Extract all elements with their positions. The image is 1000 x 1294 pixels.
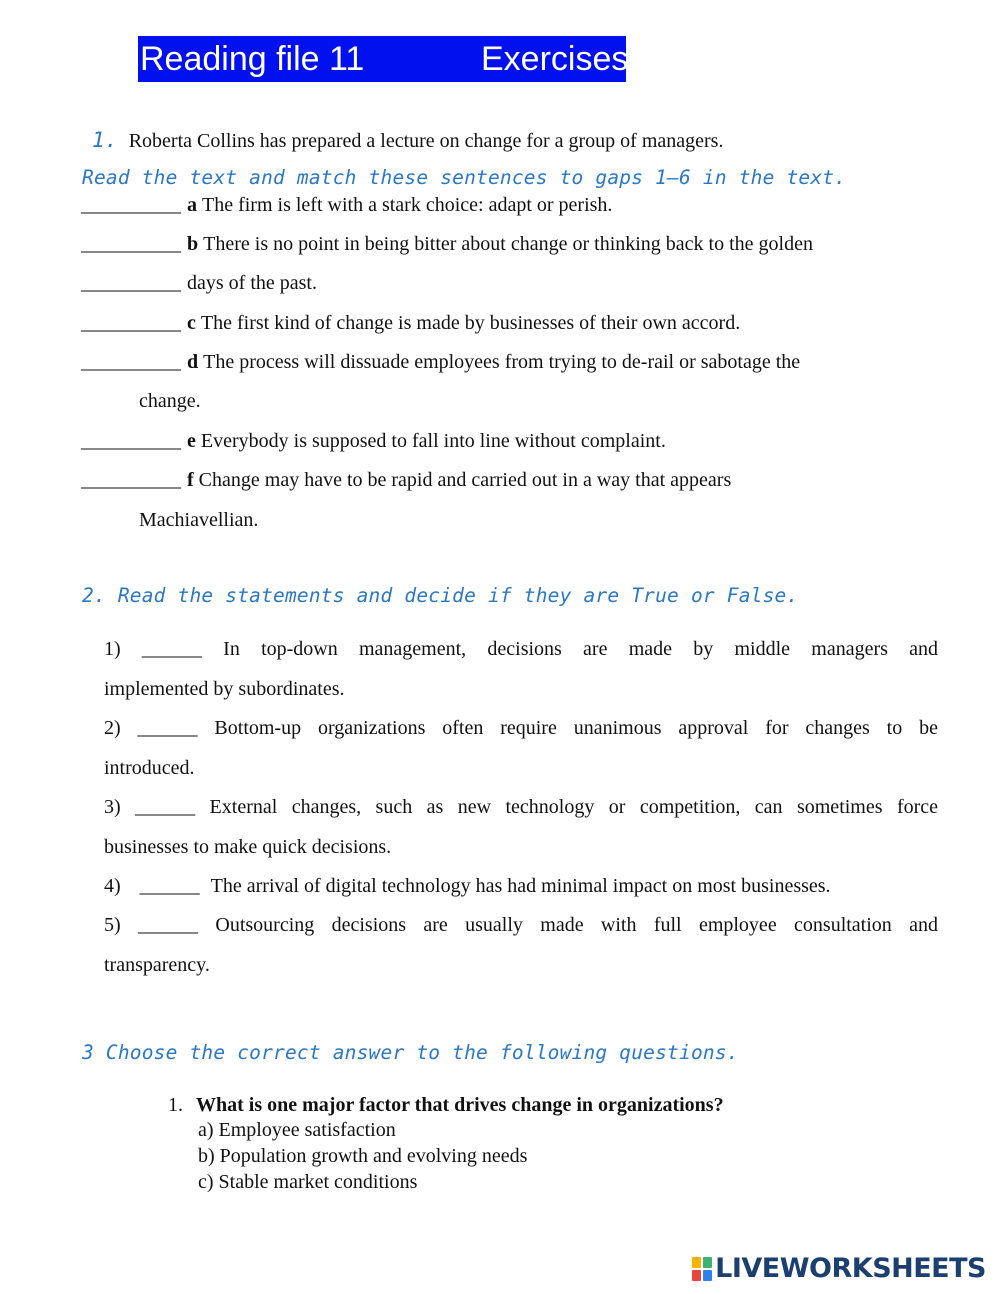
item-letter: a bbox=[187, 194, 197, 216]
item-text: Everybody is supposed to fall into line without complaint. bbox=[200, 430, 666, 452]
item-text: The first kind of change is made by businesses of their own accord. bbox=[200, 312, 741, 334]
statement-text: External changes, such as new technology or competition, can sometimes force bbox=[209, 796, 939, 818]
match-item-a bbox=[81, 193, 612, 217]
section1-intro: Roberta Collins has prepared a lecture on change for a group of managers. bbox=[128, 130, 724, 152]
statement-text: Outsourcing decisions are usually made with full employee consultation and bbox=[215, 914, 939, 936]
section1-number: 1. bbox=[92, 128, 118, 152]
answer-blank[interactable]: __________ bbox=[81, 233, 181, 255]
liveworksheets-logo bbox=[692, 1254, 986, 1284]
match-item-d-continuation: change. bbox=[139, 390, 201, 412]
section1-instruction: Read the text and match these sentences to gaps 1–6 in the text. bbox=[82, 166, 847, 189]
question-text: What is one major factor that drives change in organizations? bbox=[196, 1094, 724, 1116]
statement-3-continuation: businesses to make quick decisions. bbox=[104, 836, 392, 858]
answer-blank[interactable]: ______ bbox=[137, 717, 198, 739]
statement-1 bbox=[104, 637, 938, 661]
item-text: Change may have to be rapid and carried out in a way that appears bbox=[198, 469, 732, 491]
statement-4 bbox=[104, 874, 938, 898]
item-letter: d bbox=[187, 351, 199, 373]
statement-number: 4) bbox=[104, 875, 121, 897]
match-item-e bbox=[81, 429, 666, 453]
answer-blank[interactable]: __________ bbox=[81, 351, 181, 373]
logo-square-2 bbox=[703, 1257, 712, 1268]
item-letter: c bbox=[187, 312, 196, 334]
statement-text: The arrival of digital technology has had minimal impact on most businesses. bbox=[210, 875, 831, 897]
item-text-continued: days of the past. bbox=[187, 272, 317, 294]
answer-blank[interactable]: ______ bbox=[135, 796, 196, 818]
item-letter: f bbox=[187, 469, 194, 491]
title-left: Reading file 11 bbox=[140, 40, 365, 78]
item-text: The firm is left with a stark choice: adapt or perish. bbox=[202, 194, 613, 216]
answer-blank[interactable]: __________ bbox=[81, 272, 181, 294]
match-item-c bbox=[81, 311, 740, 335]
answer-blank[interactable]: __________ bbox=[81, 312, 181, 334]
item-letter: e bbox=[187, 430, 196, 452]
answer-blank[interactable]: ______ bbox=[141, 638, 202, 660]
statement-number: 1) bbox=[104, 638, 121, 660]
answer-blank[interactable]: __________ bbox=[81, 430, 181, 452]
statement-3 bbox=[104, 795, 938, 819]
answer-blank[interactable]: __________ bbox=[81, 469, 181, 491]
statement-2-continuation: introduced. bbox=[104, 757, 195, 779]
match-item-b bbox=[81, 232, 813, 256]
section2-instruction: 2. Read the statements and decide if they are True or False. bbox=[82, 584, 799, 607]
statement-2 bbox=[104, 716, 938, 740]
answer-blank[interactable]: ______ bbox=[138, 914, 199, 936]
item-text: The process will dissuade employees from trying to de-rail or sabotage the bbox=[203, 351, 801, 373]
answer-blank[interactable]: ______ bbox=[139, 875, 200, 897]
answer-option-b[interactable]: b) Population growth and evolving needs bbox=[198, 1145, 528, 1167]
logo-icon bbox=[692, 1257, 712, 1281]
statement-1-continuation: implemented by subordinates. bbox=[104, 678, 345, 700]
statement-text: In top-down management, decisions are made by middle managers and bbox=[223, 638, 939, 660]
logo-square-3 bbox=[692, 1270, 701, 1281]
title-banner bbox=[138, 36, 629, 82]
statement-5-continuation: transparency. bbox=[104, 954, 210, 976]
statement-number: 3) bbox=[104, 796, 121, 818]
logo-text: LIVEWORKSHEETS bbox=[715, 1253, 986, 1284]
answer-option-c[interactable]: c) Stable market conditions bbox=[198, 1171, 418, 1193]
statement-text: Bottom-up organizations often require unanimous approval for changes to be bbox=[214, 717, 938, 739]
match-item-f bbox=[81, 468, 731, 492]
logo-square-1 bbox=[692, 1257, 701, 1268]
match-item-b-continuation bbox=[81, 271, 317, 295]
statement-number: 2) bbox=[104, 717, 121, 739]
statement-number: 5) bbox=[104, 914, 121, 936]
question-number: 1. bbox=[168, 1094, 183, 1116]
logo-square-4 bbox=[703, 1270, 712, 1281]
statement-5 bbox=[104, 913, 938, 937]
section1-intro-line bbox=[92, 128, 723, 153]
item-letter: b bbox=[187, 233, 199, 255]
match-item-f-continuation: Machiavellian. bbox=[139, 509, 259, 531]
item-text: There is no point in being bitter about change or thinking back to the golden bbox=[203, 233, 813, 255]
question-1 bbox=[168, 1093, 724, 1117]
section3-instruction: 3 Choose the correct answer to the following questions. bbox=[82, 1041, 739, 1064]
title-right: Exercises bbox=[481, 40, 629, 78]
match-item-d bbox=[81, 350, 800, 374]
answer-option-a[interactable]: a) Employee satisfaction bbox=[198, 1119, 396, 1141]
answer-blank[interactable]: __________ bbox=[81, 194, 181, 216]
